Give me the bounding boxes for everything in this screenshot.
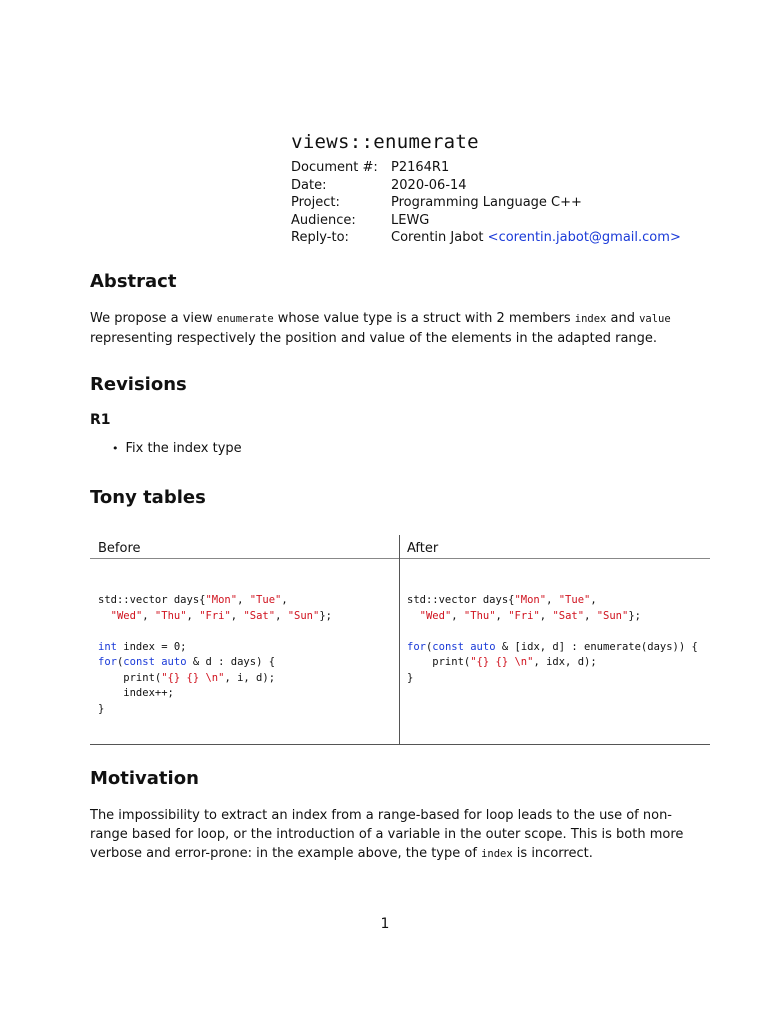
meta-label: Document #: <box>291 160 378 175</box>
document-title: views::enumerate <box>291 131 479 153</box>
before-column-header: Before <box>98 541 141 556</box>
meta-label: Date: <box>291 177 327 193</box>
meta-value: 2020-06-14 <box>391 177 467 193</box>
email-bracket-open: < <box>487 230 499 245</box>
header-divider <box>90 558 710 559</box>
author-name: Corentin Jabot <box>391 230 484 245</box>
meta-value: LEWG <box>391 212 430 228</box>
meta-label: Audience: <box>291 212 356 228</box>
before-code-block: std::vector days{"Mon", "Tue", "Wed", "Thu", "Fri", "Sat", "Sun"}; int index = 0; for(const auto & d : days) { print("{} {} \n", i, d); index++; } <box>98 594 332 715</box>
list-item: • Fix the index type <box>112 441 242 456</box>
motivation-text: The impossibility to extract an index from a range-based for loop leads to the use of non-range based for loop, or the introduction of a variable in the outer scope. This is both more verbose and error-prone: in the example above, the type of <box>90 808 684 861</box>
meta-row-date <box>291 177 681 195</box>
revision-r1-heading: R1 <box>90 412 111 428</box>
meta-value: Programming Language C++ <box>391 195 582 210</box>
meta-label: Project: <box>291 195 340 210</box>
abstract-text: and <box>606 311 640 326</box>
motivation-paragraph <box>90 806 690 864</box>
meta-row-reply-to <box>291 229 681 247</box>
after-column-header: After <box>407 541 439 556</box>
inline-code: enumerate <box>216 313 274 325</box>
email-bracket-close: > <box>669 230 681 245</box>
meta-row-audience <box>291 212 681 230</box>
inline-code: value <box>639 313 671 325</box>
meta-value: P2164R1 <box>391 160 450 175</box>
tony-table <box>90 535 710 745</box>
meta-value <box>391 229 681 247</box>
revision-list <box>112 441 242 456</box>
abstract-text: whose value type is a struct with 2 members <box>273 311 575 326</box>
abstract-heading: Abstract <box>90 271 177 292</box>
author-email-link[interactable]: corentin.jabot@gmail.com <box>498 230 670 245</box>
metadata-table <box>291 159 681 247</box>
inline-code: index <box>574 313 607 325</box>
column-divider <box>399 535 400 744</box>
page-number: 1 <box>380 916 390 932</box>
meta-label: Reply-to: <box>291 230 349 245</box>
motivation-text: is incorrect. <box>512 846 593 861</box>
abstract-text: representing respectively the position and value of the elements in the adapted range. <box>90 331 658 346</box>
meta-row-document <box>291 159 681 177</box>
inline-code: index <box>481 848 513 860</box>
abstract-paragraph <box>90 309 690 348</box>
abstract-text: We propose a view <box>90 311 217 326</box>
motivation-heading: Motivation <box>90 768 199 789</box>
tony-tables-heading: Tony tables <box>90 487 206 508</box>
after-code-block: std::vector days{"Mon", "Tue", "Wed", "Thu", "Fri", "Sat", "Sun"}; for(const auto & [idx, d] : enumerate(days)) { print("{} {} \n", idx, d); } <box>407 594 698 684</box>
meta-row-project <box>291 194 681 212</box>
revisions-heading: Revisions <box>90 374 187 395</box>
